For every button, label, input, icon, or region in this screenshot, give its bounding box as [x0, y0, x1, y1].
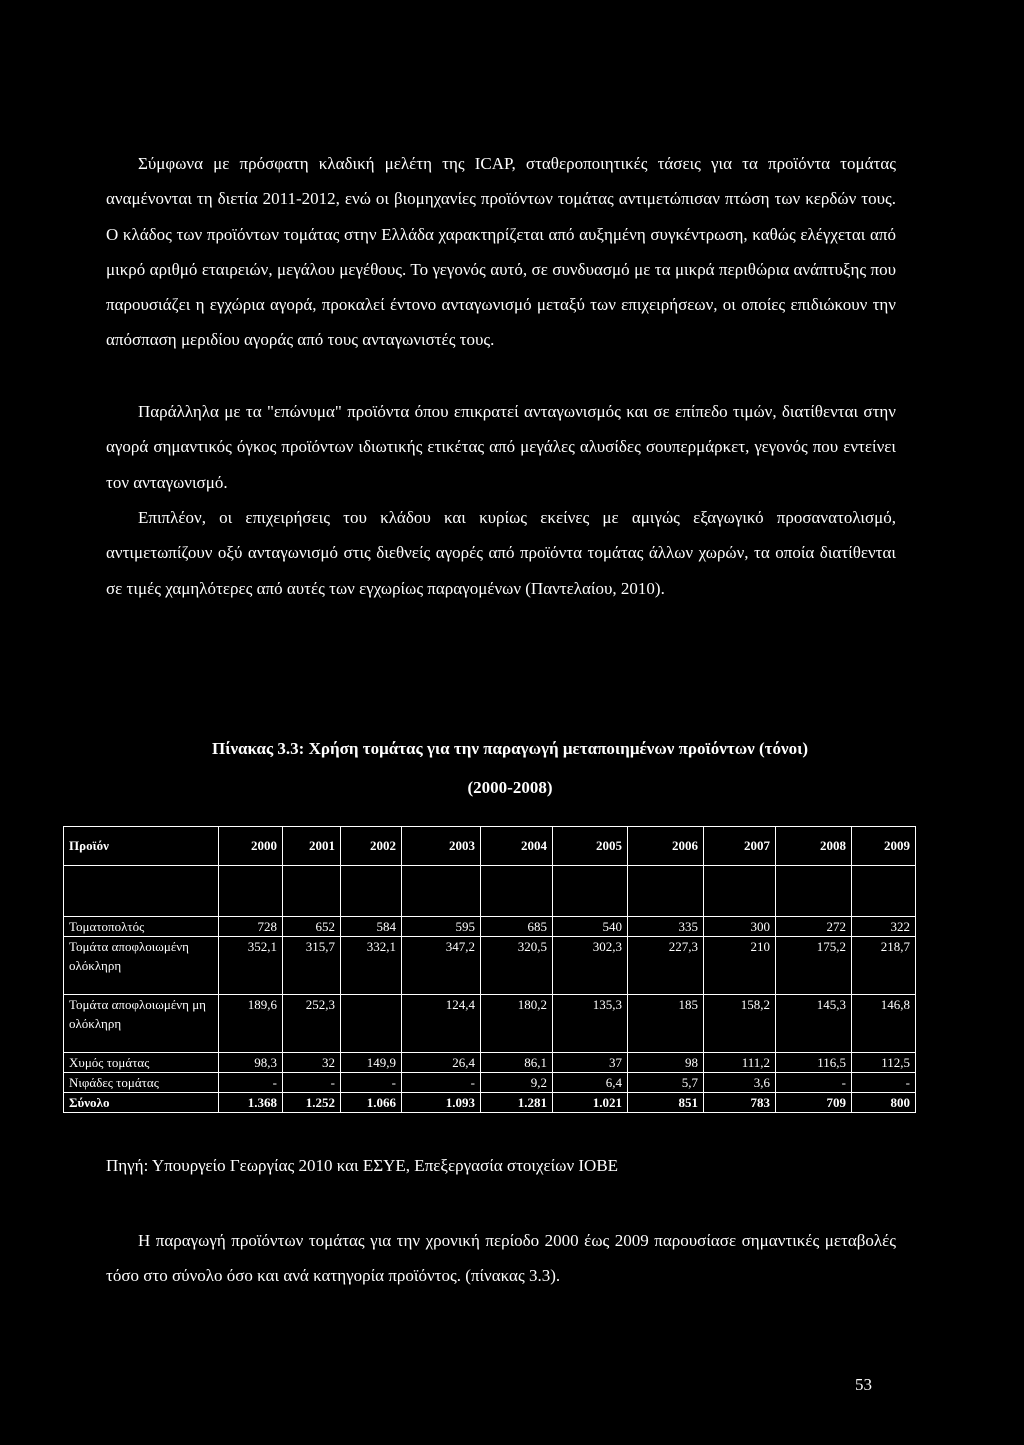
paragraph-exports: Επιπλέον, οι επιχειρήσεις του κλάδου και κυρίως εκείνες με αμιγώς εξαγωγικό προσανατολισμό, αντιμετωπίζουν οξύ ανταγωνισμό στις διεθνείς αγορές από προϊόντα τομάτας άλλων χωρών, τα οποία διατίθενται σε τιμές χαμηλότερες από αυτές των εγχωρίως παραγομένων (Παντελαίου, 2010). — [106, 508, 896, 598]
table-row — [64, 937, 916, 995]
row-label: Τομάτα αποφλοιωμένη ολόκληρη — [64, 937, 219, 995]
table-cell: - — [852, 1073, 916, 1093]
header-year: 2001 — [283, 827, 341, 866]
table-cell: 112,5 — [852, 1053, 916, 1073]
table-cell: 595 — [402, 917, 481, 937]
row-label: Χυμός τομάτας — [64, 1053, 219, 1073]
table-cell: 86,1 — [481, 1053, 553, 1073]
table-cell: 124,4 — [402, 995, 481, 1053]
table-cell: 3,6 — [704, 1073, 776, 1093]
table-cell: 158,2 — [704, 995, 776, 1053]
table-header-row — [64, 827, 916, 866]
row-label: Τοματοπολτός — [64, 917, 219, 937]
table-cell: 175,2 — [776, 937, 852, 995]
table-cell: 218,7 — [852, 937, 916, 995]
table-cell: 540 — [553, 917, 628, 937]
table-cell: 37 — [553, 1053, 628, 1073]
table-cell: 335 — [628, 917, 704, 937]
table-row — [64, 917, 916, 937]
table-cell: 116,5 — [776, 1053, 852, 1073]
table-cell: 180,2 — [481, 995, 553, 1053]
tomato-products-table — [63, 826, 916, 1113]
table-row — [64, 1073, 916, 1093]
table-cell: 6,4 — [553, 1073, 628, 1093]
table-period: (2000-2008) — [467, 778, 553, 797]
table-cell: 652 — [283, 917, 341, 937]
table-cell: 320,5 — [481, 937, 553, 995]
table-cell: 783 — [704, 1093, 776, 1113]
header-year: 2008 — [776, 827, 852, 866]
paragraph-private-label: Παράλληλα με τα "επώνυμα" προϊόντα όπου επικρατεί ανταγωνισμός και σε επίπεδο τιμών, διατίθενται στην αγορά σημαντικός όγκος προϊόντων ιδιωτικής ετικέτας από μεγάλες αλυσίδες σουπερμάρκετ, γεγονός που εντείνει τον ανταγωνισμό. — [106, 402, 896, 492]
header-product: Προϊόν — [64, 827, 219, 866]
table-cell: - — [776, 1073, 852, 1093]
table-cell: 1.066 — [341, 1093, 402, 1113]
table-cell: - — [341, 1073, 402, 1093]
row-label: Σύνολο — [64, 1093, 219, 1113]
table-cell: 584 — [341, 917, 402, 937]
table-cell: 800 — [852, 1093, 916, 1113]
header-year: 2005 — [553, 827, 628, 866]
table-cell: - — [402, 1073, 481, 1093]
table-cell: 146,8 — [852, 995, 916, 1053]
header-year: 2006 — [628, 827, 704, 866]
table-source-note: Πηγή: Υπουργείο Γεωργίας 2010 και ΕΣΥΕ, Επεξεργασία στοιχείων ΙΟΒΕ — [106, 1156, 619, 1175]
table-row — [64, 1053, 916, 1073]
table-cell: 185 — [628, 995, 704, 1053]
table-cell: 728 — [219, 917, 283, 937]
table-cell: 709 — [776, 1093, 852, 1113]
table-cell: 135,3 — [553, 995, 628, 1053]
table-cell: 315,7 — [283, 937, 341, 995]
table-cell: 210 — [704, 937, 776, 995]
paragraph-market-study: Σύμφωνα με πρόσφατη κλαδική μελέτη της ICAP, σταθεροποιητικές τάσεις για τα προϊόντα τομάτας αναμένονται τη διετία 2011-2012, ενώ οι βιομηχανίες προϊόντων τομάτας αντιμετώπισαν πτώση των κερδών τους. Ο κλάδος των προϊόντων τομάτας στην Ελλάδα χαρακτηρίζεται από αυξημένη συγκέντρωση, καθώς ελέγχεται από μικρό αριθμό εταιρειών, μεγάλου μεγέθους. Το γεγονός αυτό, σε συνδυασμό με τα μικρά περιθώρια ανάπτυξης που παρουσιάζει η εγχώρια αγορά, προκαλεί έντονο ανταγωνισμό μεταξύ των επιχειρήσεων, οι οποίες επιδιώκουν την απόσπαση μεριδίου αγοράς από τους ανταγωνιστές τους. — [106, 154, 896, 350]
header-year: 2003 — [402, 827, 481, 866]
table-cell: 111,2 — [704, 1053, 776, 1073]
table-total-row — [64, 1093, 916, 1113]
table-cell: 98 — [628, 1053, 704, 1073]
table-cell: 189,6 — [219, 995, 283, 1053]
table-cell: 300 — [704, 917, 776, 937]
header-year: 2002 — [341, 827, 402, 866]
table-cell: 149,9 — [341, 1053, 402, 1073]
table-cell: 272 — [776, 917, 852, 937]
table-cell: 1.368 — [219, 1093, 283, 1113]
header-year: 2009 — [852, 827, 916, 866]
table-cell: - — [283, 1073, 341, 1093]
table-cell: 9,2 — [481, 1073, 553, 1093]
table-cell: 1.021 — [553, 1093, 628, 1113]
table-cell: - — [219, 1073, 283, 1093]
table-cell: 252,3 — [283, 995, 341, 1053]
table-cell: 32 — [283, 1053, 341, 1073]
table-cell: 332,1 — [341, 937, 402, 995]
table-cell: 5,7 — [628, 1073, 704, 1093]
table-cell: 352,1 — [219, 937, 283, 995]
paragraph-production-changes: Η παραγωγή προϊόντων τομάτας για την χρονική περίοδο 2000 έως 2009 παρουσίασε σημαντικές μεταβολές τόσο στο σύνολο όσο και ανά κατηγορία προϊόντος. (πίνακας 3.3). — [106, 1231, 896, 1286]
table-cell: 1.093 — [402, 1093, 481, 1113]
table-cell: 851 — [628, 1093, 704, 1113]
table-caption: Πίνακας 3.3: Χρήση τομάτας για την παραγωγή μεταποιημένων προϊόντων (τόνοι) — [211, 739, 809, 758]
table-cell: 685 — [481, 917, 553, 937]
page-number: 53 — [855, 1375, 872, 1394]
table-cell: 145,3 — [776, 995, 852, 1053]
table-spacer-row — [64, 866, 916, 917]
table-cell: 98,3 — [219, 1053, 283, 1073]
table-cell: 302,3 — [553, 937, 628, 995]
row-label: Νιφάδες τομάτας — [64, 1073, 219, 1093]
table-cell: 1.281 — [481, 1093, 553, 1113]
table-row — [64, 995, 916, 1053]
table-cell: 26,4 — [402, 1053, 481, 1073]
row-label: Τομάτα αποφλοιωμένη μη ολόκληρη — [64, 995, 219, 1053]
table-cell: 322 — [852, 917, 916, 937]
table-cell: 347,2 — [402, 937, 481, 995]
header-year: 2004 — [481, 827, 553, 866]
header-year: 2000 — [219, 827, 283, 866]
table-cell: 1.252 — [283, 1093, 341, 1113]
header-year: 2007 — [704, 827, 776, 866]
table-cell — [341, 995, 402, 1053]
table-cell: 227,3 — [628, 937, 704, 995]
